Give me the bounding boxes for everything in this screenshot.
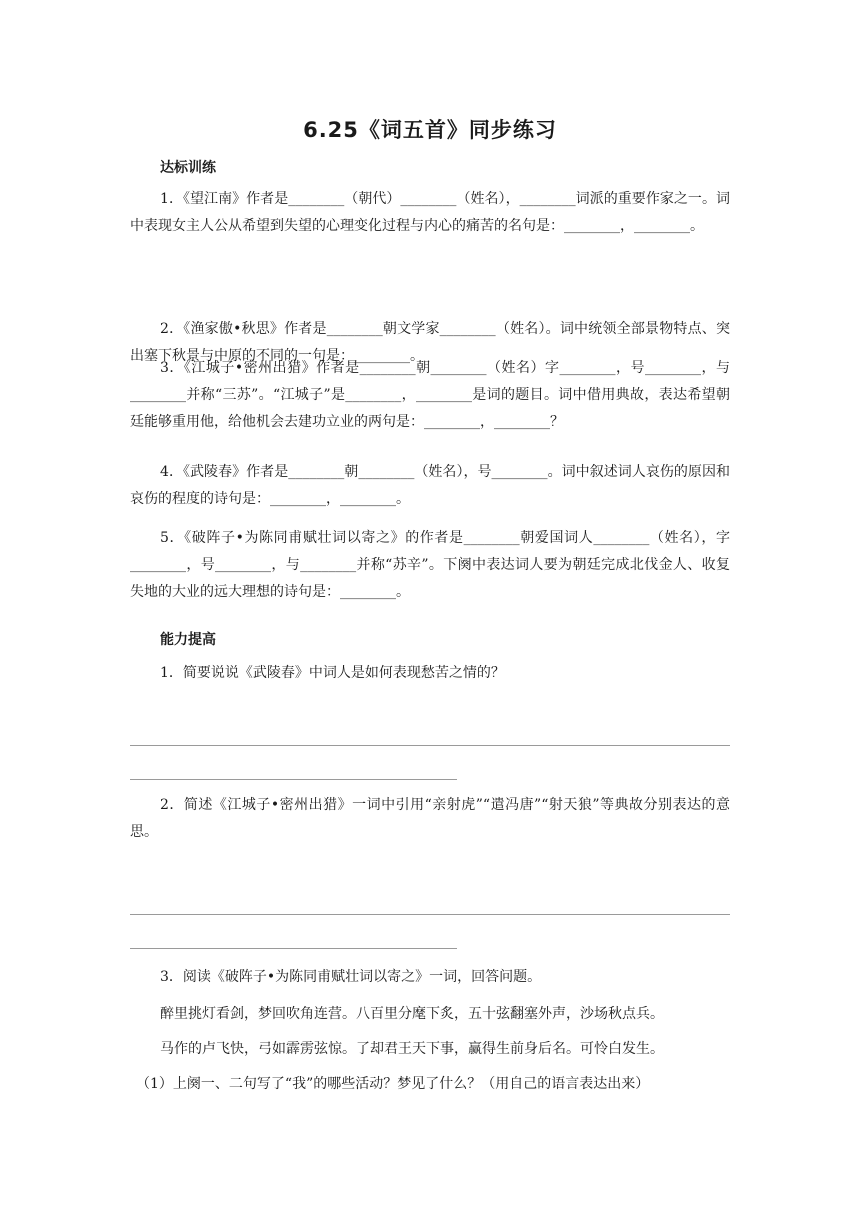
page-title: 6.25《词五首》同步练习 [303, 118, 557, 142]
answer-line [130, 914, 730, 915]
advanced-question-1: 1．简要说说《武陵春》中词人是如何表现愁苦之情的？ [160, 665, 505, 681]
poem-line-1: 醉里挑灯看剑，梦回吹角连营。八百里分麾下炙，五十弦翻塞外声，沙场秋点兵。 [160, 1006, 664, 1022]
section-heading-basic: 达标训练 [160, 160, 216, 176]
basic-question-3: 3．《江城子•密州出猎》作者是________朝________（姓名）字________，号________，与________并称“三苏”。“江城子”是________，________是词的题目。词中借用典故，表达希望朝廷能够重用他，给他机会去建功立业的两句是：________，________？ [130, 360, 730, 430]
sub-question-1: （1）上阕一、二句写了“我”的哪些活动？梦见了什么？（用自己的语言表达出来） [136, 1076, 650, 1092]
basic-question-4: 4．《武陵春》作者是________朝________（姓名），号________。词中叙述词人哀伤的原因和哀伤的程度的诗句是：________，________。 [130, 464, 730, 507]
basic-question-2: 2．《渔家傲•秋思》作者是________朝文学家________（姓名）。词中统领全部景物特点、突出塞下秋景与中原的不同的一句是：________。 [130, 321, 730, 364]
basic-question-5: 5．《破阵子•为陈同甫赋壮词以寄之》的作者是________朝爱国词人________（姓名），字________，号________，与________并称“苏辛”。下阕中表达词人要为朝廷完成北伐金人、收复失地的大业的远大理想的诗句是：________。 [130, 530, 730, 600]
answer-line [130, 948, 457, 949]
advanced-question-2: 2．简述《江城子•密州出猎》一词中引用“亲射虎”“遣冯唐”“射天狼”等典故分别表达的意思。 [130, 797, 730, 840]
advanced-question-3: 3．阅读《破阵子•为陈同甫赋壮词以寄之》一词，回答问题。 [160, 969, 542, 985]
section-heading-advanced: 能力提高 [160, 632, 216, 648]
answer-line [130, 745, 730, 746]
poem-line-2: 马作的卢飞快，弓如霹雳弦惊。了却君王天下事，赢得生前身后名。可怜白发生。 [160, 1041, 664, 1057]
basic-question-1: 1．《望江南》作者是________（朝代）________（姓名），________词派的重要作家之一。词中表现女主人公从希望到失望的心理变化过程与内心的痛苦的名句是：________，________。 [130, 191, 730, 234]
answer-line [130, 779, 457, 780]
